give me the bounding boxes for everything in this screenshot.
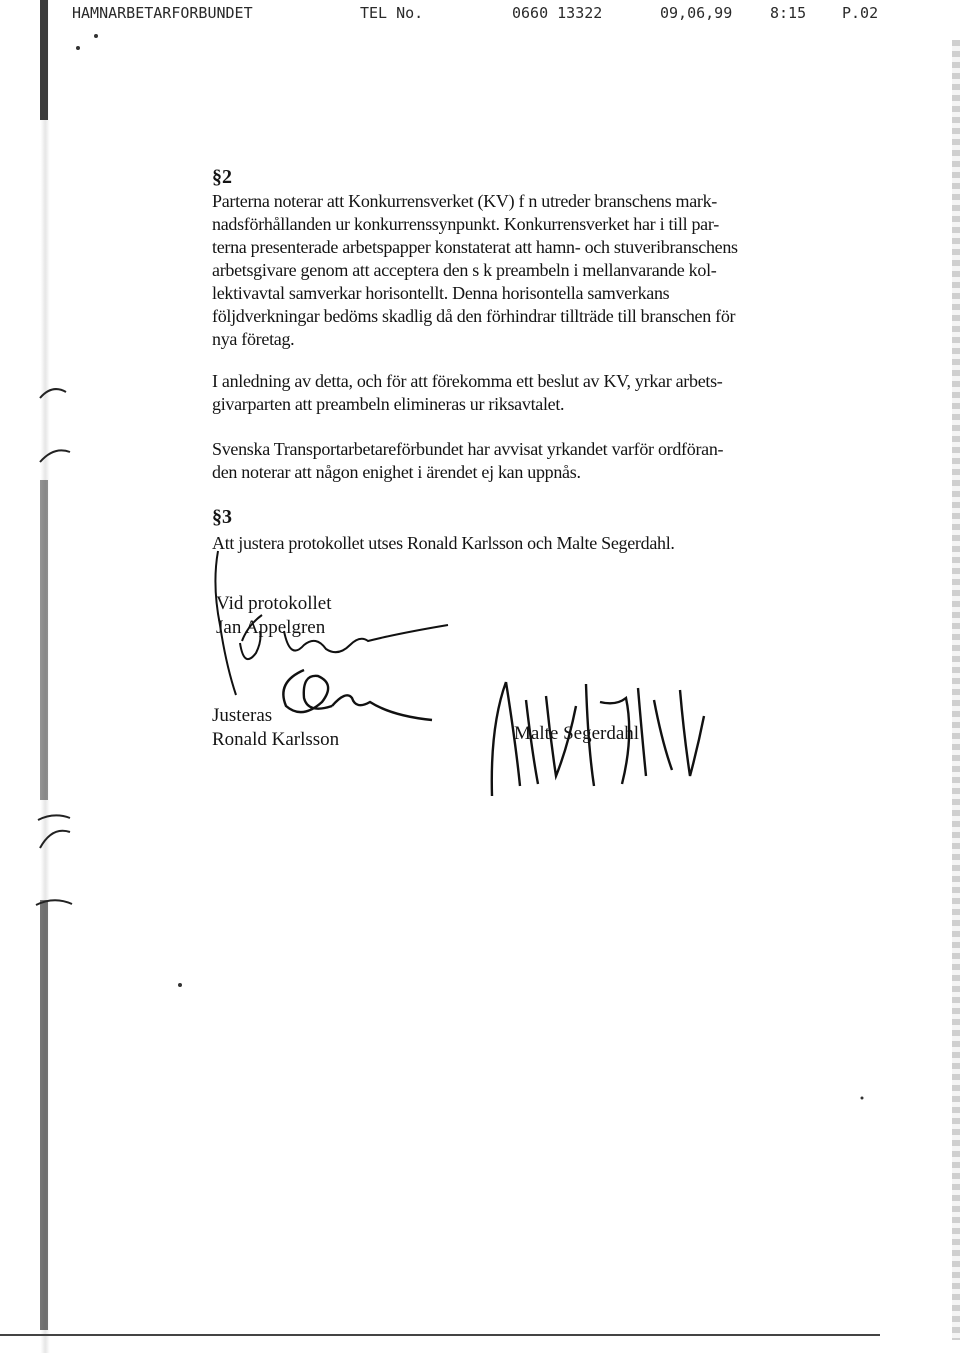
- fax-sender: HAMNARBETARFORBUNDET: [72, 4, 253, 22]
- paragraph-line: Svenska Transportarbetareförbundet har avvisat yrkandet varför ordföran-: [212, 439, 724, 459]
- fax-tel-number: 0660 13322: [512, 4, 603, 22]
- fax-tel-label: TEL No.: [360, 4, 424, 22]
- signature-ronald-karlsson: [272, 662, 442, 732]
- paragraph-line: följdverkningar bedöms skadlig då den förhindrar tillträde till branschen för: [212, 306, 736, 326]
- justerare-2-name: Malte Segerdahl: [514, 723, 640, 744]
- paragraph-line: I anledning av detta, och för att förekomma ett beslut av KV, yrkar arbets-: [212, 371, 723, 391]
- section-3-mark: §3: [212, 506, 232, 528]
- fax-page: P.02: [842, 4, 879, 22]
- section-2-paragraph-2: [212, 370, 832, 416]
- section-2-mark: §2: [212, 166, 232, 188]
- paragraph-line: den noterar att någon enighet i ärendet ej kan uppnås.: [212, 462, 581, 482]
- fax-time: 8:15: [770, 4, 807, 22]
- paragraph-line: Parterna noterar att Konkurrensverket (KV) f n utreder branschens mark-: [212, 191, 717, 211]
- paragraph-line: nya företag.: [212, 329, 295, 349]
- paragraph-line: givarparten att preambeln elimineras ur riksavtalet.: [212, 394, 565, 414]
- signature-malte-segerdahl: [476, 666, 716, 806]
- paragraph-line: arbetsgivare genom att acceptera den s k preambeln i mellanvarande kol-: [212, 260, 717, 280]
- vid-protokollet-label: Vid protokollet: [216, 593, 332, 614]
- section-2-paragraph-1: [212, 190, 832, 351]
- justeras-label: Justeras: [212, 705, 273, 726]
- paragraph-line: terna presenterade arbetspapper konstaterat att hamn- och stuveribranschens: [212, 237, 738, 257]
- paragraph-line: nadsförhållanden ur konkurrenssynpunkt. Konkurrensverket har i till par-: [212, 214, 719, 234]
- paragraph-line: lektivavtal samverkar horisontellt. Denna horisontella samverkans: [212, 283, 670, 303]
- justerare-1-name: Ronald Karlsson: [212, 729, 340, 750]
- secretary-name: Jan Appelgren: [216, 617, 326, 638]
- section-2-paragraph-3: [212, 438, 832, 484]
- section-3-text: Att justera protokollet utses Ronald Karlsson och Malte Segerdahl.: [212, 533, 675, 553]
- fax-date: 09,06,99: [660, 4, 733, 22]
